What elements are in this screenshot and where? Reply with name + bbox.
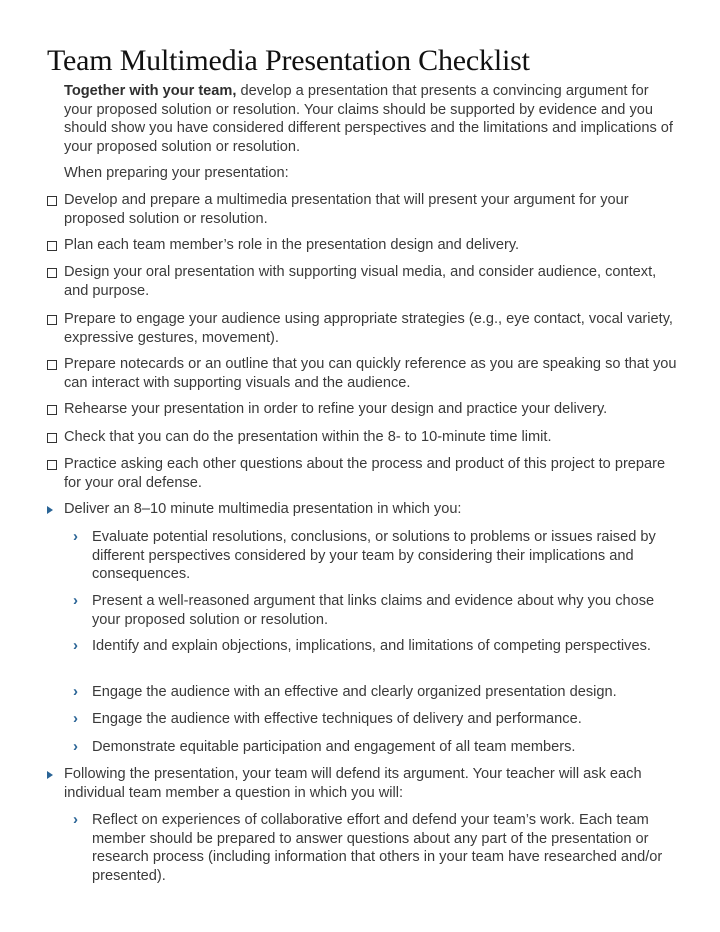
when-preparing-heading: When preparing your presentation: [64, 165, 289, 181]
deliver-heading: Deliver an 8–10 minute multimedia presentation in which you: [64, 501, 462, 517]
triangle-bullet-icon [47, 506, 53, 514]
checklist-item: Prepare to engage your audience using appropriate strategies (e.g., eye contact, vocal variety, expressive gestures, movement). [64, 311, 673, 346]
checklist-item: Prepare notecards or an outline that you can quickly reference as you are speaking so that you can interact with supporting visuals and the audience. [64, 356, 677, 391]
checkbox-icon[interactable] [47, 241, 57, 251]
intro-lead: Together with your team, [64, 83, 237, 99]
triangle-bullet-icon [47, 771, 53, 779]
deliver-item: Engage the audience with an effective and clearly organized presentation design. [92, 684, 617, 700]
checkbox-icon[interactable] [47, 315, 57, 325]
deliver-item: Engage the audience with effective techniques of delivery and performance. [92, 711, 582, 727]
following-heading: Following the presentation, your team will defend its argument. Your teacher will ask each individual team member a question in which you will: [64, 766, 642, 801]
chevron-right-icon: › [73, 637, 78, 654]
chevron-right-icon: › [73, 811, 78, 828]
checklist-item: Design your oral presentation with supporting visual media, and consider audience, context, and purpose. [64, 264, 657, 299]
checklist-item: Check that you can do the presentation within the 8- to 10-minute time limit. [64, 429, 552, 445]
page-title: Team Multimedia Presentation Checklist [47, 44, 530, 77]
deliver-item: Present a well-reasoned argument that links claims and evidence about why you chose your proposed solution or resolution. [92, 593, 655, 628]
checkbox-icon[interactable] [47, 460, 57, 470]
checklist-item: Plan each team member’s role in the presentation design and delivery. [64, 237, 520, 253]
checkbox-icon[interactable] [47, 268, 57, 278]
deliver-item: Identify and explain objections, implications, and limitations of competing perspectives. [92, 638, 651, 654]
checkbox-icon[interactable] [47, 433, 57, 443]
intro-text: develop a presentation that presents a convincing argument for your proposed solution or resolution. Your claims should be supported by evidence and you should show you have considered different perspectives and the limitations and implications of your proposed solution or resolution. [64, 83, 673, 155]
checklist-item: Practice asking each other questions about the process and product of this project to prepare for your oral defense. [64, 456, 666, 491]
intro-paragraph [64, 82, 679, 156]
chevron-right-icon: › [73, 710, 78, 727]
deliver-item: Evaluate potential resolutions, conclusions, or solutions to problems or issues raised by different perspectives considered by your team by considering their implications and consequences. [92, 529, 656, 583]
chevron-right-icon: › [73, 528, 78, 545]
chevron-right-icon: › [73, 738, 78, 755]
checkbox-icon[interactable] [47, 405, 57, 415]
chevron-right-icon: › [73, 683, 78, 700]
chevron-right-icon: › [73, 592, 78, 609]
checklist-item: Develop and prepare a multimedia presentation that will present your argument for your proposed solution or resolution. [64, 192, 629, 227]
checkbox-icon[interactable] [47, 360, 57, 370]
following-item: Reflect on experiences of collaborative effort and defend your team’s work. Each team member should be prepared to answer questions about any part of the presentation or research process (including information that others in your team have researched and/or presented). [92, 812, 663, 884]
checklist-item: Rehearse your presentation in order to refine your design and practice your delivery. [64, 401, 608, 417]
deliver-item: Demonstrate equitable participation and engagement of all team members. [92, 739, 576, 755]
checkbox-icon[interactable] [47, 196, 57, 206]
